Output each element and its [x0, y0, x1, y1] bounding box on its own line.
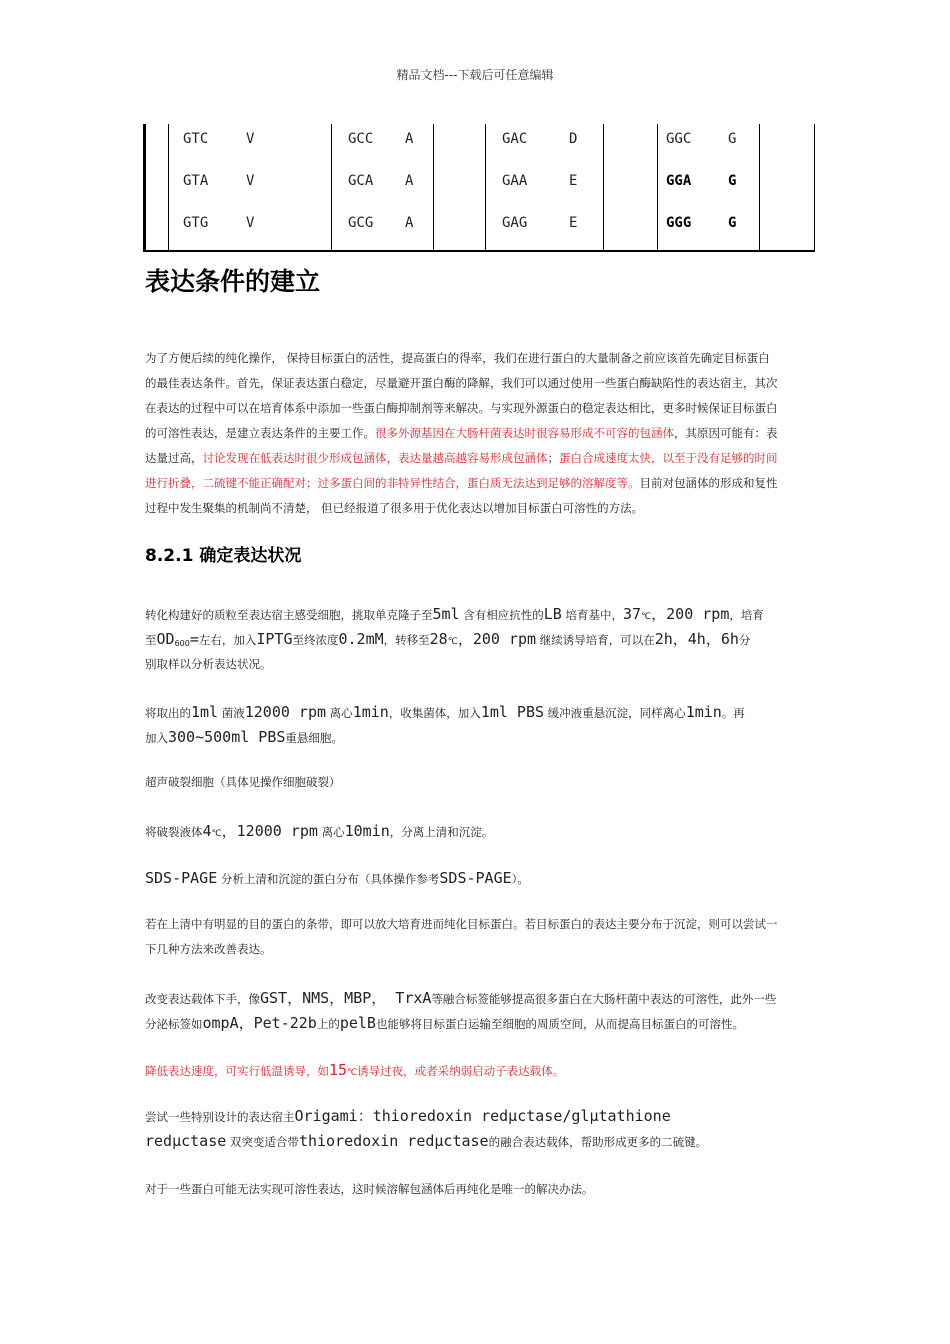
- intro-line-5: 达量过高，讨论发现在低表达时很少形成包涵体，表达量越高越容易形成包涵体；蛋白合成速度太快，以至于没有足够的时间: [145, 451, 778, 465]
- p2-line-1: 将取出的1ml 菌液12000 rpm 离心1min，收集菌体，加入1ml PBS 缓冲液重悬沉淀，同样离心1min。再: [145, 703, 745, 721]
- table-divider: [331, 124, 332, 250]
- codon-cell: GAG: [502, 215, 528, 231]
- amino-acid-cell: D: [569, 131, 578, 147]
- intro-line-1: 为了方便后续的纯化操作， 保持目标蛋白的活性，提高蛋白的得率，我们在进行蛋白的大量制备之前应该首先确定目标蛋白: [145, 351, 770, 365]
- codon-cell: GCA: [348, 173, 374, 189]
- table-divider: [485, 124, 486, 250]
- intro-line-2: 的最佳表达条件。首先，保证表达蛋白稳定，尽量避开蛋白酶的降解，我们可以通过使用一些蛋白酶缺陷性的表达宿主，其次: [145, 376, 778, 390]
- table-border-left: [143, 124, 146, 250]
- p6-line-1: 若在上清中有明显的目的蛋白的条带，即可以放大培育进而纯化目标蛋白。若目标蛋白的表达主要分布于沉淀，则可以尝试一: [145, 917, 778, 931]
- codon-cell: GAA: [502, 173, 528, 189]
- codon-cell: GTA: [183, 173, 209, 189]
- table-divider: [814, 124, 815, 250]
- table-divider: [759, 124, 760, 250]
- codon-cell: GGA: [666, 173, 692, 189]
- section-title: 表达条件的建立: [145, 267, 321, 296]
- amino-acid-cell: A: [405, 131, 414, 147]
- amino-acid-cell: E: [569, 215, 578, 231]
- codon-cell: GGG: [666, 215, 692, 231]
- p8: 降低表达速度，可实行低温诱导，如15℃诱导过夜，或者采纳弱启动子表达载体。: [145, 1061, 565, 1079]
- intro-line-4: 的可溶性表达，是建立表达条件的主要工作。很多外源基因在大肠杆菌表达时很容易形成不可容的包涵体，其原因可能有：表: [145, 426, 778, 440]
- amino-acid-cell: E: [569, 173, 578, 189]
- p10: 对于一些蛋白可能无法实现可溶性表达，这时候溶解包涵体后再纯化是唯一的解决办法。: [145, 1182, 594, 1196]
- p1-line-1: 转化构建好的质粒至表达宿主感受细胞，挑取单克隆子至5ml 含有相应抗性的LB 培育基中，37℃，200 rpm，培育: [145, 605, 764, 623]
- amino-acid-cell: A: [405, 215, 414, 231]
- p3: 超声破裂细胞（具体见操作细胞破裂）: [145, 775, 341, 789]
- p1-line-3: 别取样以分析表达状况。: [145, 657, 272, 671]
- amino-acid-cell: V: [246, 173, 255, 189]
- p1-line-2: 至$OD_{600}=$左右，加入IPTG至终浓度0.2mM，转移至28℃，200 rpm 继续诱导培育，可以在2h，4h，6h分: [145, 630, 751, 648]
- amino-acid-cell: V: [246, 131, 255, 147]
- amino-acid-cell: G: [728, 215, 737, 231]
- codon-table: [143, 124, 815, 252]
- amino-acid-cell: G: [728, 131, 737, 147]
- subsection-heading: 8.2.1 确定表达状况: [145, 546, 302, 566]
- intro-line-3: 在表达的过程中可以在培育体系中添加一些蛋白酶抑制剂等来解决。与实现外源蛋白的稳定表达相比，更多时候保证目标蛋白: [145, 401, 778, 415]
- codon-cell: GCC: [348, 131, 374, 147]
- p4: 将破裂液体4℃，12000 rpm 离心10min，分离上清和沉淀。: [145, 822, 494, 840]
- p6-line-2: 下几种方法来改善表达。: [145, 942, 272, 956]
- table-divider: [603, 124, 604, 250]
- codon-cell: GGC: [666, 131, 692, 147]
- intro-line-6: 进行折叠，二硫键不能正确配对；过多蛋白间的非特异性结合，蛋白质无法达到足够的溶解度等。目前对包涵体的形成和复性: [145, 476, 778, 490]
- p7-line-2: 分泌标签如ompA，Pet-22b上的pelB也能够将目标蛋白运输至细胞的周质空间，从而提高目标蛋白的可溶性。: [145, 1014, 744, 1032]
- amino-acid-cell: V: [246, 215, 255, 231]
- codon-cell: GCG: [348, 215, 374, 231]
- p5: SDS-PAGE 分析上清和沉淀的蛋白分布（具体操作参考SDS-PAGE）。: [145, 869, 529, 887]
- codon-cell: GAC: [502, 131, 528, 147]
- p2-line-2: 加入300~500ml PBS重悬细胞。: [145, 728, 343, 746]
- amino-acid-cell: A: [405, 173, 414, 189]
- amino-acid-cell: G: [728, 173, 737, 189]
- table-divider: [657, 124, 658, 250]
- table-divider: [433, 124, 434, 250]
- intro-line-7: 过程中发生聚集的机制尚不清楚， 但已经报道了很多用于优化表达以增加目标蛋白可溶性的方法。: [145, 501, 644, 515]
- table-divider: [168, 124, 169, 250]
- codon-cell: GTC: [183, 131, 209, 147]
- page-header: 精品文档---下载后可任意编辑: [396, 68, 554, 82]
- p9-line-2: redμctase 双突变适合带thioredoxin redμctase的融合表达载体，帮助形成更多的二硫键。: [145, 1132, 708, 1150]
- p9-line-1: 尝试一些特别设计的表达宿主Origami：thioredoxin redμctase/glμtathione: [145, 1107, 671, 1125]
- codon-cell: GTG: [183, 215, 209, 231]
- p7-line-1: 改变表达载体下手，像GST，NMS，MBP， TrxA等融合标签能够提高很多蛋白在大肠杆菌中表达的可溶性，此外一些: [145, 989, 777, 1007]
